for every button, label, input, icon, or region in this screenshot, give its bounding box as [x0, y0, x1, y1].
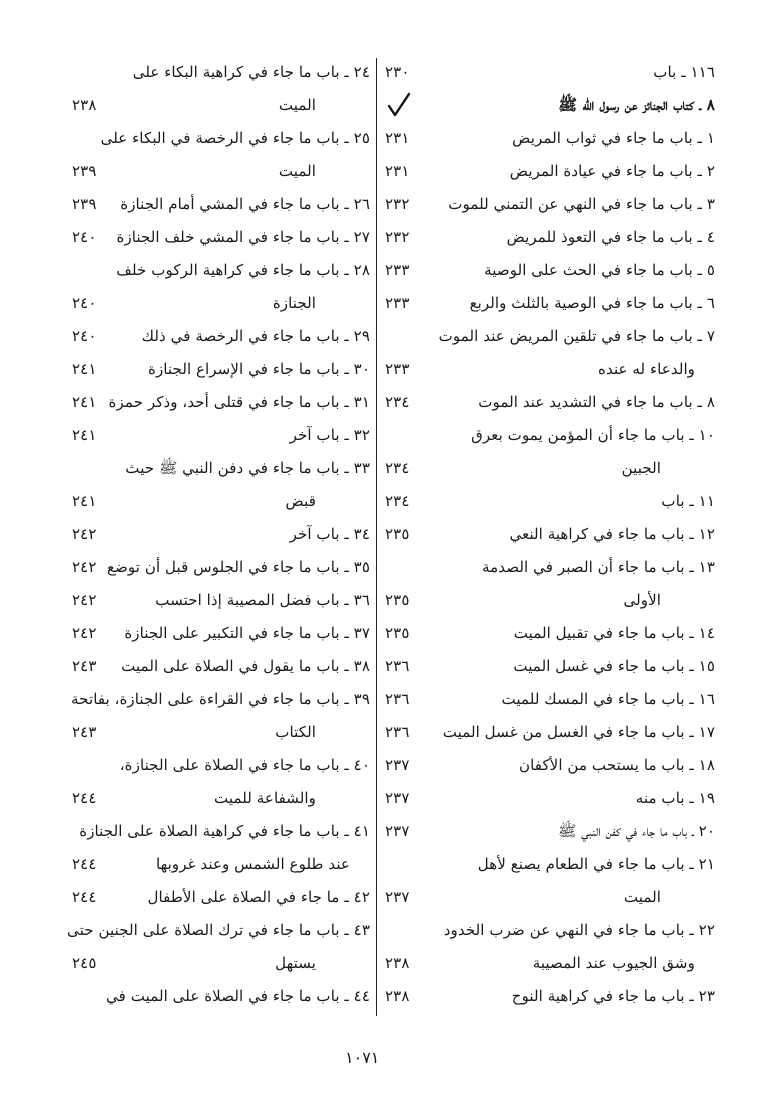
toc-entry-page: ٢٣٧ — [385, 789, 410, 807]
toc-entry — [385, 617, 715, 650]
toc-entry-page: ٢٤٣ — [72, 657, 97, 675]
toc-entry-title: الجنازة — [272, 294, 316, 312]
toc-entry — [385, 980, 715, 1013]
toc-entry — [62, 452, 370, 485]
toc-entry — [62, 650, 370, 683]
toc-entry — [385, 914, 715, 947]
toc-entry — [62, 320, 370, 353]
toc-entry-page: ٢٣١ — [385, 129, 410, 147]
toc-entry-title: الميت — [278, 96, 316, 114]
toc-entry-title: ١٣ ـ باب ما جاء أن الصبر في الصدمة — [481, 558, 715, 576]
toc-left-column — [62, 56, 370, 1013]
toc-entry — [385, 56, 715, 89]
toc-entry — [385, 122, 715, 155]
toc-entry-title: ٤٣ ـ باب ما جاء في ترك الصلاة على الجنين حتى — [67, 921, 370, 939]
toc-entry-page: ٢٣٨ — [385, 954, 410, 972]
toc-entry-title: ١٠ ـ باب ما جاء أن المؤمن يموت بعرق — [471, 426, 715, 444]
toc-entry — [62, 221, 370, 254]
toc-entry-page: ٢٤١ — [72, 360, 97, 378]
toc-entry — [62, 815, 370, 848]
page-number: ١٠٧١ — [345, 1048, 380, 1067]
toc-entry-page: ٢٤٣ — [72, 723, 97, 741]
toc-entry-title: ٣٤ ـ باب آخر — [289, 525, 370, 543]
toc-entry — [62, 683, 370, 716]
toc-entry-title: ٥ ـ باب ما جاء في الحث على الوصية — [484, 261, 715, 279]
toc-entry-title: ٢٠ ـ باب ما جاء في كفن النبي ﷺ — [557, 822, 715, 840]
toc-entry-title: ١٥ ـ باب ما جاء في غسل الميت — [513, 657, 715, 675]
toc-entry-page: ٢٤٥ — [72, 954, 97, 972]
toc-entry — [385, 419, 715, 452]
toc-entry-title: والشفاعة للميت — [213, 789, 316, 807]
toc-entry — [385, 584, 715, 617]
toc-entry-page: ٢٤٢ — [72, 525, 97, 543]
toc-entry — [62, 617, 370, 650]
toc-entry-title: ٣٠ ـ باب ما جاء في الإسراع الجنازة — [148, 360, 370, 378]
toc-entry-page: ٢٤١ — [72, 426, 97, 444]
checkmark-icon — [385, 91, 415, 121]
toc-entry — [62, 518, 370, 551]
toc-entry-title: ١٦ ـ باب ما جاء في المسك للميت — [501, 690, 715, 708]
toc-entry-page: ٢٤٢ — [72, 591, 97, 609]
toc-entry — [385, 386, 715, 419]
toc-entry — [62, 551, 370, 584]
toc-entry-page: ٢٣٩ — [72, 162, 97, 180]
toc-entry — [62, 122, 370, 155]
toc-entry — [62, 353, 370, 386]
toc-entry — [385, 287, 715, 320]
toc-entry-page: ٢٤٤ — [72, 855, 97, 873]
toc-entry — [385, 650, 715, 683]
toc-entry-title: ٢٨ ـ باب ما جاء في كراهية الركوب خلف — [116, 261, 370, 279]
toc-entry-page: ٢٣٣ — [385, 294, 410, 312]
toc-entry-title: ٢٥ ـ باب ما جاء في الرخصة في البكاء على — [100, 129, 370, 147]
toc-entry-page: ٢٣٨ — [72, 96, 97, 114]
toc-entry-page: ٢٤٠ — [72, 228, 97, 246]
toc-entry-page: ٢٣٣ — [385, 261, 410, 279]
toc-entry-page: ٢٤٠ — [72, 327, 97, 345]
toc-entry-title: الكتاب — [275, 723, 316, 741]
toc-entry-page: ٢٤٤ — [72, 789, 97, 807]
toc-entry-title: ٧ ـ باب ما جاء في تلقين المريض عند الموت — [438, 327, 715, 345]
toc-entry — [62, 419, 370, 452]
toc-entry-page: ٢٣٧ — [385, 888, 410, 906]
toc-entry-title: عند طلوع الشمس وعند غروبها — [156, 855, 350, 873]
toc-entry-title: ٢٩ ـ باب ما جاء في الرخصة في ذلك — [141, 327, 370, 345]
toc-entry — [385, 815, 715, 848]
toc-entry — [385, 320, 715, 353]
toc-entry-title: ٣٩ ـ باب ما جاء في القراءة على الجنازة، بفاتحة — [71, 690, 370, 708]
toc-entry-page: ٢٤٠ — [72, 294, 97, 312]
toc-entry — [62, 287, 370, 320]
toc-entry — [62, 188, 370, 221]
toc-entry-page: ٢٣٢ — [385, 195, 410, 213]
toc-entry-title: ٢٢ ـ باب ما جاء في النهي عن ضرب الخدود — [443, 921, 715, 939]
toc-entry-title: ١١٦ ـ باب — [653, 63, 715, 81]
toc-entry-title: ٢١ ـ باب ما جاء في الطعام يصنع لأهل — [477, 855, 715, 873]
toc-entry-page: ٢٣٣ — [385, 360, 410, 378]
column-divider — [376, 58, 377, 1016]
toc-entry-title: الميت — [623, 888, 661, 906]
toc-entry — [385, 881, 715, 914]
toc-entry-page: ٢٣٥ — [385, 591, 410, 609]
toc-entry-title: ٤٤ ـ باب ما جاء في الصلاة على الميت في — [105, 987, 370, 1005]
toc-entry — [385, 683, 715, 716]
toc-entry-page: ٢٣٨ — [385, 987, 410, 1005]
toc-entry — [385, 254, 715, 287]
toc-entry-title: ١٤ ـ باب ما جاء في تقبيل الميت — [513, 624, 715, 642]
toc-entry-title: والدعاء له عنده — [598, 360, 695, 378]
toc-entry-page: ٢٤١ — [72, 393, 97, 411]
toc-entry — [385, 782, 715, 815]
toc-entry-title: يستهل — [275, 954, 316, 972]
toc-entry-page: ٢٣٦ — [385, 690, 410, 708]
toc-entry-title: قبض — [285, 492, 316, 510]
toc-entry — [385, 89, 715, 122]
toc-entry — [62, 485, 370, 518]
toc-entry-title: ١ ـ باب ما جاء في ثواب المريض — [512, 129, 715, 147]
toc-entry-page: ٢٣٧ — [385, 822, 410, 840]
toc-entry-title: ٢٧ ـ باب ما جاء في المشي خلف الجنازة — [116, 228, 370, 246]
toc-entry — [385, 518, 715, 551]
toc-entry — [62, 782, 370, 815]
toc-entry-page: ٢٣٤ — [385, 393, 410, 411]
toc-entry-page: ٢٣٧ — [385, 756, 410, 774]
toc-entry-title: ٣٢ ـ باب آخر — [289, 426, 370, 444]
toc-entry-title: ٢٤ ـ باب ما جاء في كراهية البكاء على — [132, 63, 370, 81]
toc-entry — [385, 353, 715, 386]
toc-entry-title: ٤٢ ـ ما جاء في الصلاة على الأطفال — [147, 888, 370, 906]
toc-entry — [385, 848, 715, 881]
toc-entry-title: ٣ ـ باب ما جاء في النهي عن التمني للموت — [448, 195, 715, 213]
toc-entry-page: ٢٣٤ — [385, 459, 410, 477]
toc-entry-title: ٢ ـ باب ما جاء في عيادة المريض — [509, 162, 715, 180]
toc-entry-title: ٢٦ ـ باب ما جاء في المشي أمام الجنازة — [120, 195, 370, 213]
toc-entry — [385, 749, 715, 782]
toc-entry-title: ١٢ ـ باب ما جاء في كراهية النعي — [509, 525, 715, 543]
toc-entry-page: ٢٤١ — [72, 492, 97, 510]
toc-entry-page: ٢٤٤ — [72, 888, 97, 906]
toc-entry — [62, 89, 370, 122]
toc-entry — [385, 155, 715, 188]
toc-entry-title: ١١ ـ باب — [661, 492, 715, 510]
toc-entry-page: ٢٣٥ — [385, 525, 410, 543]
toc-entry — [385, 221, 715, 254]
toc-entry-page: ٢٣٩ — [72, 195, 97, 213]
toc-entry-title: الجبين — [621, 459, 661, 477]
toc-entry-title: ٣١ ـ باب ما جاء في قتلى أحد، وذكر حمزة — [108, 393, 370, 411]
toc-entry-title: ٤ ـ باب ما جاء في التعوذ للمريض — [506, 228, 715, 246]
toc-entry-page: ٢٣١ — [385, 162, 410, 180]
toc-entry — [62, 881, 370, 914]
toc-entry-title: الميت — [278, 162, 316, 180]
toc-entry — [62, 155, 370, 188]
section-heading: ٨ ـ كتاب الجنائز عن رسول الله ﷺ — [558, 95, 715, 114]
toc-entry — [62, 386, 370, 419]
toc-entry — [385, 485, 715, 518]
toc-entry-title: ١٨ ـ باب ما يستحب من الأكفان — [518, 756, 715, 774]
toc-entry-page: ٢٣٦ — [385, 657, 410, 675]
toc-entry-title: ٣٨ ـ باب ما يقول في الصلاة على الميت — [121, 657, 370, 675]
toc-entry-title: الأولى — [623, 591, 661, 609]
toc-entry-title: ٣٧ ـ باب ما جاء في التكبير على الجنازة — [124, 624, 370, 642]
toc-entry-title: ٣٦ ـ باب فضل المصيبة إذا احتسب — [155, 591, 370, 609]
toc-entry-page: ٢٤٢ — [72, 624, 97, 642]
toc-entry — [62, 848, 370, 881]
toc-entry — [385, 551, 715, 584]
toc-entry-title: ٨ ـ باب ما جاء في التشديد عند الموت — [478, 393, 715, 411]
toc-entry — [62, 749, 370, 782]
toc-entry-page: ٢٣٢ — [385, 228, 410, 246]
toc-entry — [62, 584, 370, 617]
toc-entry-title: ٦ ـ باب ما جاء في الوصية بالثلث والربع — [469, 294, 715, 312]
toc-entry-title: وشق الجيوب عند المصيبة — [532, 954, 695, 972]
toc-entry — [385, 716, 715, 749]
toc-entry — [62, 56, 370, 89]
toc-entry-page: ٢٣٠ — [385, 63, 410, 81]
toc-entry — [62, 716, 370, 749]
toc-entry — [385, 188, 715, 221]
toc-entry — [62, 947, 370, 980]
toc-entry-title: ٣٥ ـ باب ما جاء في الجلوس قبل أن توضع — [106, 558, 370, 576]
toc-entry-title: ٣٣ ـ باب ما جاء في دفن النبي ﷺ حيث — [125, 459, 370, 477]
toc-entry-title: ٤١ ـ باب ما جاء في كراهية الصلاة على الجنازة — [79, 822, 370, 840]
toc-entry — [62, 914, 370, 947]
toc-entry-page: ٢٣٦ — [385, 723, 410, 741]
toc-entry — [62, 254, 370, 287]
toc-entry-page: ٢٤٢ — [72, 558, 97, 576]
toc-entry-title: ١٧ ـ باب ما جاء في الغسل من غسل الميت — [442, 723, 715, 741]
toc-entry-page: ٢٣٤ — [385, 492, 410, 510]
toc-entry — [385, 452, 715, 485]
toc-entry-title: ٤٠ ـ باب ما جاء في الصلاة على الجنازة، — [119, 756, 370, 774]
toc-right-column — [385, 56, 715, 1013]
toc-entry-page: ٢٣٥ — [385, 624, 410, 642]
toc-entry — [62, 980, 370, 1013]
toc-entry-title: ٢٣ ـ باب ما جاء في كراهية النوح — [511, 987, 715, 1005]
toc-entry — [385, 947, 715, 980]
toc-entry-title: ١٩ ـ باب منه — [635, 789, 715, 807]
